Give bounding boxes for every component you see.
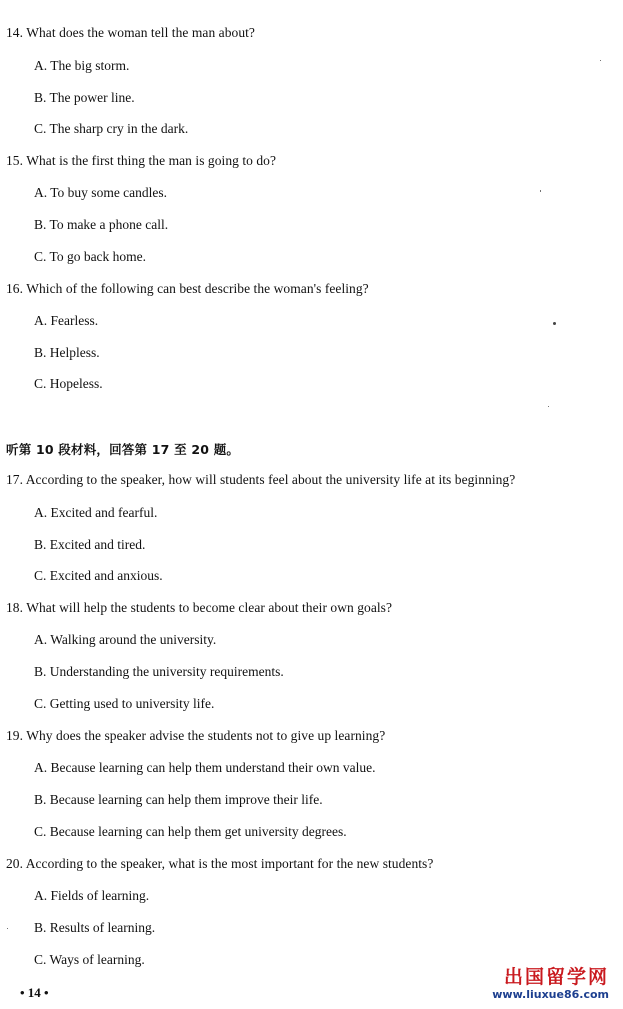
question-18-stem: 18. What will help the students to become clear about their own goals?	[6, 600, 393, 615]
question-16-option-b: B. Helpless.	[34, 345, 100, 360]
question-19-option-b: B. Because learning can help them improve their life.	[34, 792, 323, 807]
question-19-stem: 19. Why does the speaker advise the students not to give up learning?	[6, 728, 386, 743]
scan-speck	[553, 322, 556, 325]
section-heading: 听第 10 段材料，回答第 17 至 20 题。	[6, 442, 240, 457]
question-15-option-b: B. To make a phone call.	[34, 217, 169, 232]
page-number: • 14 •	[20, 985, 49, 1000]
question-16-option-c: C. Hopeless.	[34, 376, 103, 391]
question-17-option-a: A. Excited and fearful.	[34, 505, 158, 520]
scan-speck	[7, 928, 8, 929]
question-18-option-b: B. Understanding the university requirements.	[34, 664, 284, 679]
question-15-stem: 15. What is the first thing the man is going to do?	[6, 153, 277, 168]
scan-speck	[600, 60, 601, 61]
question-14-option-a: A. The big storm.	[34, 58, 130, 73]
question-17-option-b: B. Excited and tired.	[34, 537, 146, 552]
question-18-option-a: A. Walking around the university.	[34, 632, 217, 647]
scan-speck	[548, 406, 549, 407]
question-19-option-c: C. Because learning can help them get university degrees.	[34, 824, 347, 839]
question-15-option-a: A. To buy some candles.	[34, 185, 168, 200]
question-17-stem: 17. According to the speaker, how will students feel about the university life at its beginning?	[6, 472, 516, 487]
scan-speck	[540, 190, 541, 192]
question-14-option-c: C. The sharp cry in the dark.	[34, 121, 189, 136]
question-20-option-c: C. Ways of learning.	[34, 952, 145, 967]
question-20-option-b: B. Results of learning.	[34, 920, 156, 935]
question-19-option-a: A. Because learning can help them understand their own value.	[34, 760, 376, 775]
watermark-url: www.liuxue86.com	[492, 988, 609, 1001]
question-20-stem: 20. According to the speaker, what is the most important for the new students?	[6, 856, 434, 871]
question-15-option-c: C. To go back home.	[34, 249, 147, 264]
watermark-logo	[492, 966, 609, 1001]
question-14-stem: 14. What does the woman tell the man about?	[6, 25, 255, 40]
question-18-option-c: C. Getting used to university life.	[34, 696, 215, 711]
question-16-option-a: A. Fearless.	[34, 313, 99, 328]
question-17-option-c: C. Excited and anxious.	[34, 568, 163, 583]
question-14-option-b: B. The power line.	[34, 90, 135, 105]
watermark-title: 出国留学网	[503, 966, 609, 988]
question-16-stem: 16. Which of the following can best describe the woman's feeling?	[6, 281, 369, 296]
question-20-option-a: A. Fields of learning.	[34, 888, 150, 903]
